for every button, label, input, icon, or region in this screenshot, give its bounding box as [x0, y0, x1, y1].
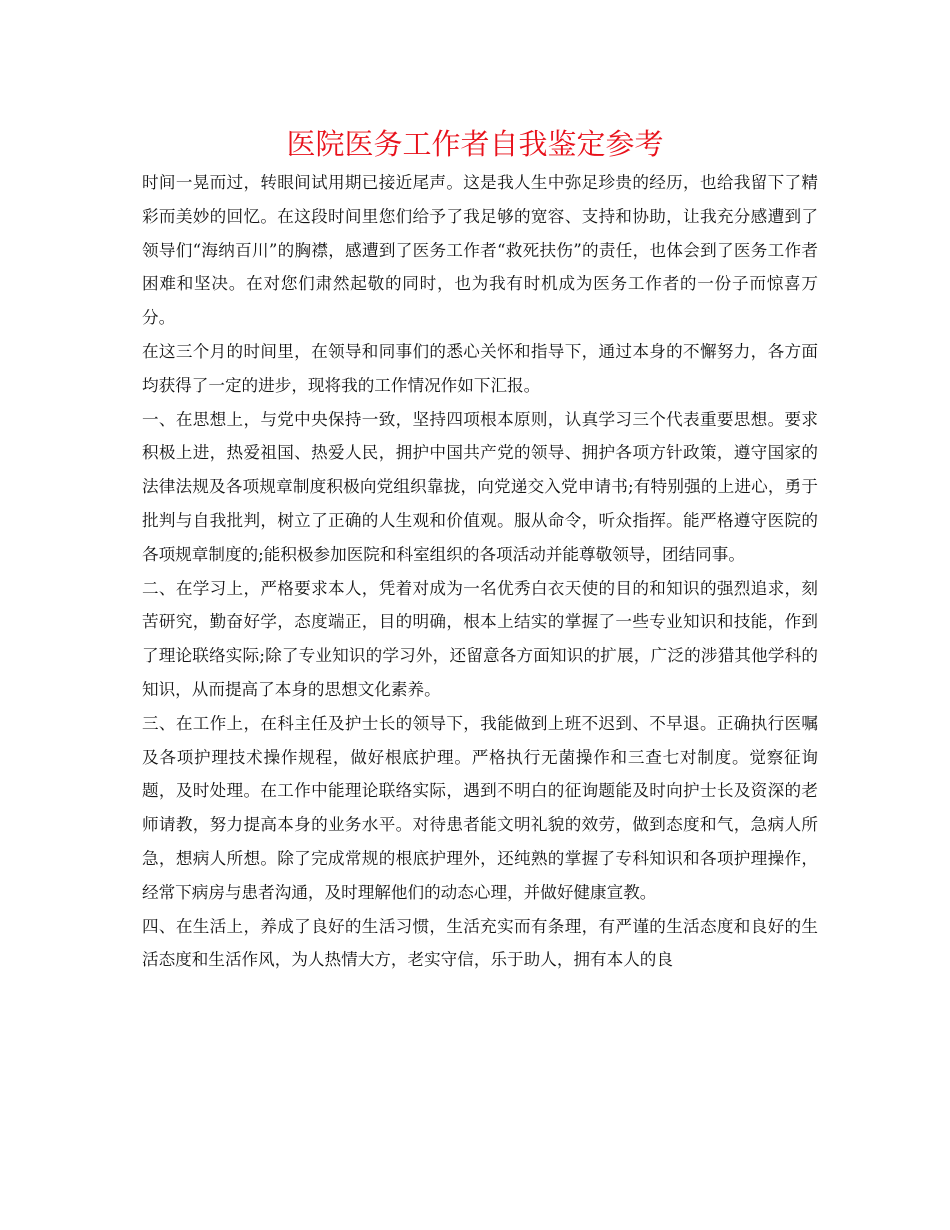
document-body	[142, 166, 818, 977]
paragraph-study: 二、在学习上，严格要求本人，凭着对成为一名优秀白衣天使的目的和知识的强烈追求，刻苦研究，勤奋好学，态度端正，目的明确，根本上结实的掌握了一些专业知识和技能，作到了理论联络实际;除了专业知识的学习外，还留意各方面知识的扩展，广泛的涉猎其他学科的知识，从而提高了本身的思想文化素养。	[142, 578, 818, 699]
paragraph-summary: 在这三个月的时间里，在领导和同事们的悉心关怀和指导下，通过本身的不懈努力，各方面均获得了一定的进步，现将我的工作情况作如下汇报。	[142, 341, 818, 395]
paragraph-work: 三、在工作上，在科主任及护士长的领导下，我能做到上班不迟到、不早退。正确执行医嘱及各项护理技术操作规程，做好根底护理。严格执行无菌操作和三查七对制度。觉察征询题，及时处理。在工作中能理论联络实际，遇到不明白的征询题能及时向护士长及资深的老师请教，努力提高本身的业务水平。对待患者能文明礼貌的效劳，做到态度和气，急病人所急，想病人所想。除了完成常规的根底护理外，还纯熟的掌握了专科知识和各项护理操作，经常下病房与患者沟通，及时理解他们的动态心理，并做好健康宣教。	[142, 713, 818, 902]
document-title: 医院医务工作者自我鉴定参考	[286, 127, 664, 161]
paragraph-ideology: 一、在思想上，与党中央保持一致，坚持四项根本原则，认真学习三个代表重要思想。要求积极上进，热爱祖国、热爱人民，拥护中国共产党的领导、拥护各项方针政策，遵守国家的法律法规及各项规章制度积极向党组织靠拢，向党递交入党申请书;有特别强的上进心，勇于批判与自我批判，树立了正确的人生观和价值观。服从命令，听众指挥。能严格遵守医院的各项规章制度的;能积极参加医院和科室组织的各项活动并能尊敬领导，团结同事。	[142, 409, 818, 564]
paragraph-intro: 时间一晃而过，转眼间试用期已接近尾声。这是我人生中弥足珍贵的经历，也给我留下了精彩而美妙的回忆。在这段时间里您们给予了我足够的宽容、支持和协助，让我充分感遭到了领导们“海纳百川”的胸襟，感遭到了医务工作者“救死扶伤”的责任，也体会到了医务工作者困难和坚决。在对您们肃然起敬的同时，也为我有时机成为医务工作者的一份子而惊喜万分。	[142, 173, 818, 328]
paragraph-life: 四、在生活上，养成了良好的生活习惯，生活充实而有条理，有严谨的生活态度和良好的生活态度和生活作风，为人热情大方，老实守信，乐于助人，拥有本人的良	[142, 916, 818, 970]
